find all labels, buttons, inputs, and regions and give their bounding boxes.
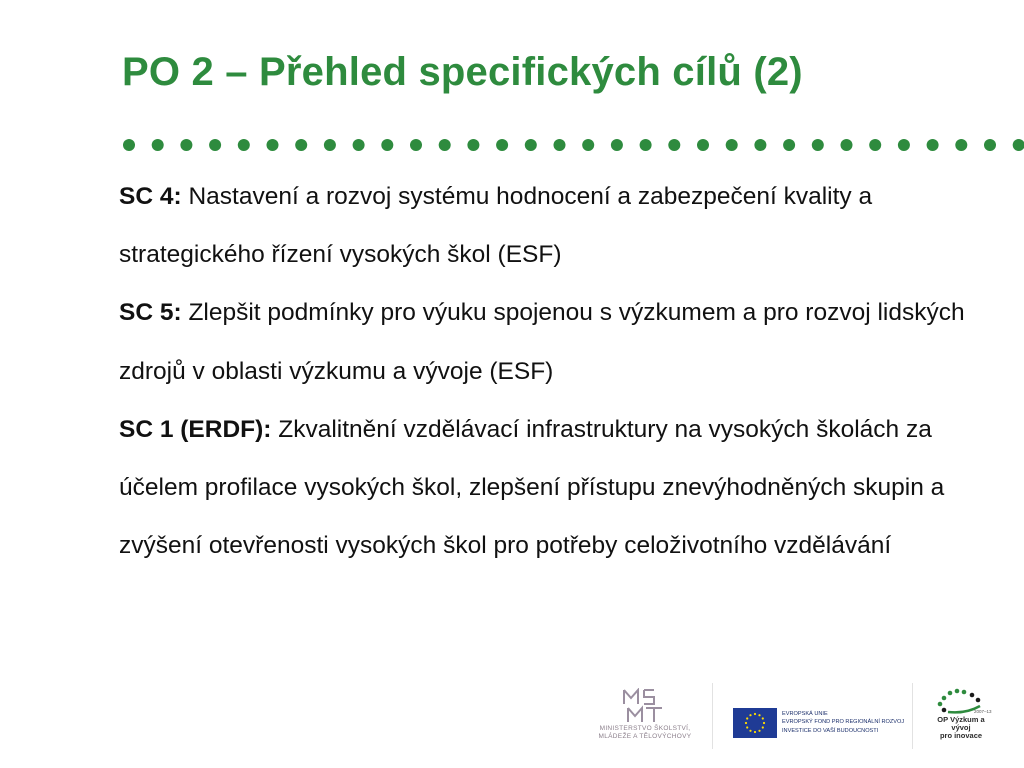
op-line: pro inovace xyxy=(939,731,983,740)
msmt-line: MLÁDEŽE A TĚLOVÝCHOVY xyxy=(598,733,692,740)
divider-dot xyxy=(955,139,967,151)
dotted-divider xyxy=(120,138,1024,152)
slide-title: PO 2 – Přehled specifických cílů (2) xyxy=(122,50,803,94)
eu-caption xyxy=(782,710,904,735)
op-line: OP Výzkum a vývoj xyxy=(937,715,985,732)
divider-dot xyxy=(410,139,422,151)
divider-dot xyxy=(783,139,795,151)
msmt-caption xyxy=(594,725,696,741)
op-vvpi-logo xyxy=(930,688,996,748)
eu-star xyxy=(746,726,748,728)
divider-dot xyxy=(640,139,652,151)
op-caption xyxy=(930,716,992,740)
eu-line: EVROPSKÁ UNIE xyxy=(782,711,828,717)
msmt-monogram-icon xyxy=(622,688,670,724)
objective-text: Nastavení a rozvoj systému hodnocení a zabezpečení kvality a strategického řízení vysokých škol (ESF) xyxy=(119,183,873,269)
eu-star xyxy=(763,722,765,724)
eu-star xyxy=(746,717,748,719)
divider-dot xyxy=(381,139,393,151)
logo-divider xyxy=(712,683,713,749)
divider-dot xyxy=(984,139,996,151)
divider-dot xyxy=(467,139,479,151)
divider-dot xyxy=(152,139,164,151)
logo-divider xyxy=(912,683,913,749)
divider-dot xyxy=(209,139,221,151)
divider-dot xyxy=(496,139,508,151)
eu-star xyxy=(762,717,764,719)
objective-sc5 xyxy=(119,284,999,400)
eu-star xyxy=(754,713,756,715)
divider-dot xyxy=(324,139,336,151)
op-years: 2007–13 xyxy=(974,709,992,714)
objective-label: SC 1 (ERDF): xyxy=(119,415,272,443)
divider-dot xyxy=(841,139,853,151)
slide-content xyxy=(119,168,999,575)
objective-label: SC 5: xyxy=(119,299,182,327)
msmt-line: MINISTERSTVO ŠKOLSTVÍ, xyxy=(599,725,691,732)
divider-dot xyxy=(180,139,192,151)
eu-star xyxy=(754,731,756,733)
divider-dot xyxy=(439,139,451,151)
msmt-logo xyxy=(594,688,696,748)
objective-sc4 xyxy=(119,168,999,284)
eu-flag-icon xyxy=(733,708,777,738)
eu-star xyxy=(758,714,760,716)
eu-star xyxy=(749,714,751,716)
eu-line: INVESTICE DO VAŠÍ BUDOUCNOSTI xyxy=(782,727,879,734)
eu-star xyxy=(758,730,760,732)
divider-dot xyxy=(726,139,738,151)
divider-dot xyxy=(697,139,709,151)
divider-dot xyxy=(668,139,680,151)
divider-dot xyxy=(812,139,824,151)
objective-sc1-erdf xyxy=(119,401,999,576)
divider-dot xyxy=(295,139,307,151)
divider-dot xyxy=(927,139,939,151)
divider-dot xyxy=(869,139,881,151)
objective-text: Zlepšit podmínky pro výuku spojenou s výzkumem a pro rozvoj lidských zdrojů v oblasti výzkumu a vývoje (ESF) xyxy=(119,299,965,385)
divider-dot xyxy=(123,139,135,151)
divider-dot xyxy=(1013,139,1024,151)
divider-dot xyxy=(754,139,766,151)
divider-dot xyxy=(267,139,279,151)
divider-dot xyxy=(554,139,566,151)
divider-dot xyxy=(611,139,623,151)
eu-logo xyxy=(733,708,913,742)
divider-dot xyxy=(898,139,910,151)
divider-dot xyxy=(353,139,365,151)
divider-dot xyxy=(582,139,594,151)
eu-line: EVROPSKÝ FOND PRO REGIONÁLNÍ ROZVOJ xyxy=(782,719,905,726)
divider-dot xyxy=(525,139,537,151)
eu-star xyxy=(762,726,764,728)
objective-text: Zkvalitnění vzdělávací infrastruktury na vysokých školách za účelem profilace vysokých škol, zlepšení přístupu znevýhodněných skupin a zvýšení otevřenosti vysokých škol pro potřeby celoživotního vzdělávání xyxy=(119,415,945,560)
objective-label: SC 4: xyxy=(119,183,182,210)
divider-dot xyxy=(238,139,250,151)
eu-star xyxy=(749,730,751,732)
op-swoosh-icon xyxy=(932,688,992,716)
eu-star xyxy=(745,722,747,724)
